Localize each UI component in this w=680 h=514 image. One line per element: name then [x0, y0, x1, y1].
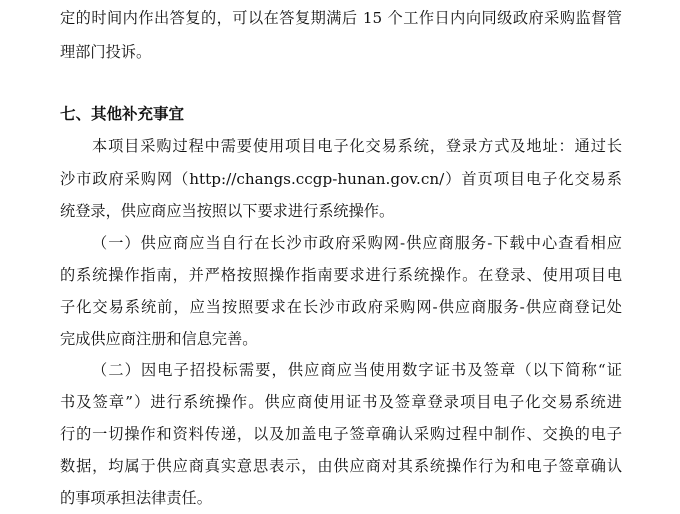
text-line: （一）供应商应当自行在长沙市政府采购网-供应商服务-下载中心查看相应 [92, 234, 622, 252]
text-line: 完成供应商注册和信息完善。 [60, 330, 258, 348]
text-line: 统登录，供应商应当按照以下要求进行系统操作。 [60, 202, 395, 220]
text-line: 的事项承担法律责任。 [60, 489, 212, 507]
text-line: （二）因电子招投标需要，供应商应当使用数字证书及签章（以下简称“证 [92, 361, 622, 379]
text-line: 的系统操作指南，并严格按照操作指南要求进行系统操作。在登录、使用项目电 [60, 266, 622, 284]
section-heading: 七、其他补充事宜 [60, 105, 185, 123]
text-line: 行的一切操作和资料传递，以及加盖电子签章确认采购过程中制作、交换的电子 [60, 425, 622, 443]
text-line: 定的时间内作出答复的，可以在答复期满后 15 个工作日内向同级政府采购监督管 [60, 9, 622, 27]
text-line: 数据，均属于供应商真实意思表示，由供应商对其系统操作行为和电子签章确认 [60, 457, 622, 475]
text-line: 书及签章”）进行系统操作。供应商使用证书及签章登录项目电子化交易系统进 [60, 393, 622, 411]
text-line: 子化交易系统前，应当按照要求在长沙市政府采购网-供应商服务-供应商登记处 [60, 298, 622, 316]
text-line: 理部门投诉。 [60, 43, 152, 61]
text-line: 本项目采购过程中需要使用项目电子化交易系统，登录方式及地址：通过长 [92, 137, 622, 155]
text-line: 沙市政府采购网（http://changs.ccgp-hunan.gov.cn/）首页项目电子化交易系 [60, 170, 622, 188]
